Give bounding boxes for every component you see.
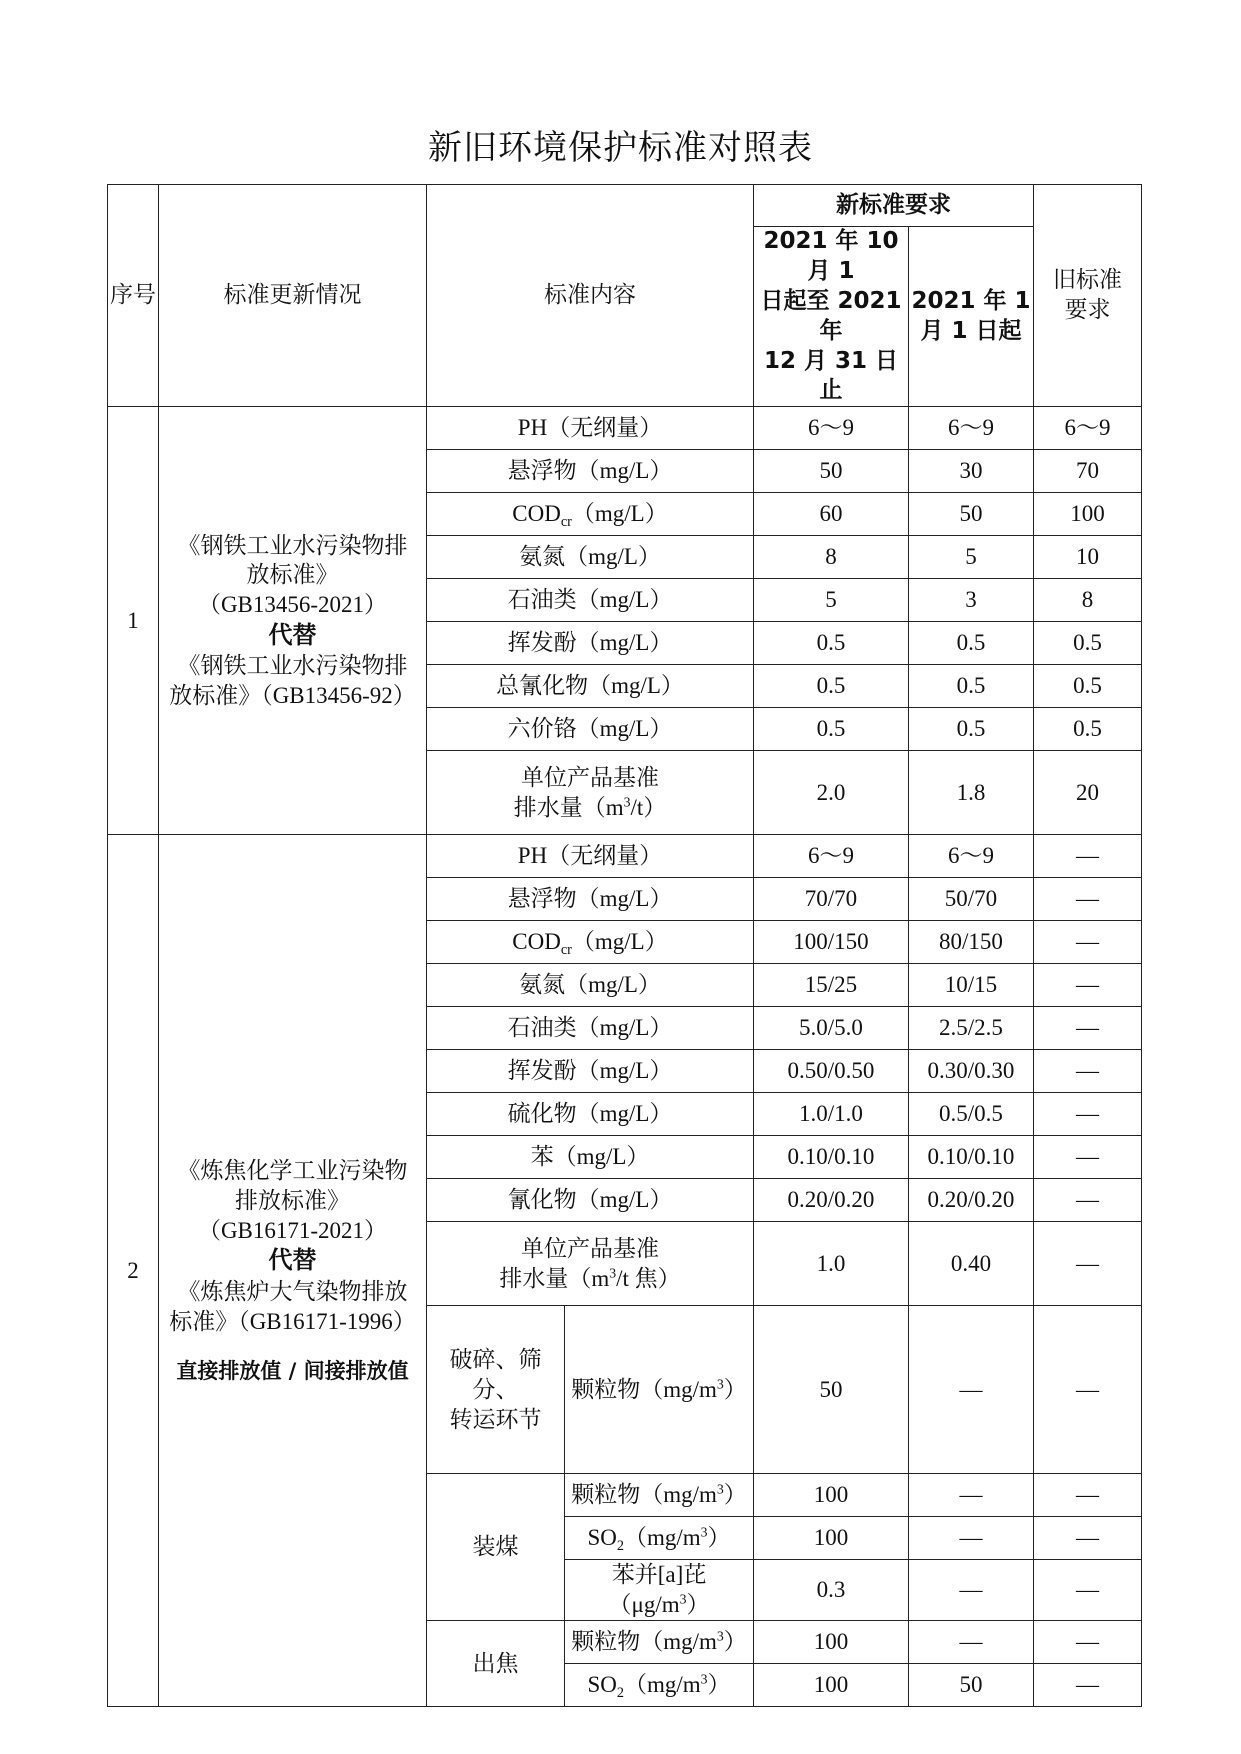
value-period-1: 5	[754, 579, 909, 622]
table-row	[108, 407, 1142, 450]
table-row	[108, 835, 1142, 878]
value-period-2: 0.5/0.5	[909, 1093, 1034, 1136]
item-name: 悬浮物（mg/L）	[427, 878, 754, 921]
value-period-2: 80/150	[909, 921, 1034, 964]
value-period-2: —	[909, 1474, 1034, 1517]
value-period-1: 50	[754, 450, 909, 493]
section-2-standard: 《炼焦化学工业污染物 排放标准》 （GB16171-2021） 代替 《炼焦炉大气染物排放 标准》（GB16171-1996） 直接排放值 / 间接排放值	[159, 835, 427, 1707]
item-name: 硫化物（mg/L）	[427, 1093, 754, 1136]
item-name: 悬浮物（mg/L）	[427, 450, 754, 493]
value-old: —	[1034, 1664, 1142, 1707]
value-period-2: 5	[909, 536, 1034, 579]
header-new-standard: 新标准要求	[754, 185, 1034, 227]
item-name: 石油类（mg/L）	[427, 1007, 754, 1050]
value-period-1: 0.5	[754, 708, 909, 751]
value-period-2: 2.5/2.5	[909, 1007, 1034, 1050]
value-old: 20	[1034, 751, 1142, 835]
value-period-1: 0.50/0.50	[754, 1050, 909, 1093]
item-name: 总氰化物（mg/L）	[427, 665, 754, 708]
value-old: —	[1034, 1560, 1142, 1621]
item-name: 单位产品基准 排水量（$m^3/t$ 焦）	[427, 1222, 754, 1306]
header-old-standard: 旧标准 要求	[1034, 185, 1142, 407]
value-period-2: —	[909, 1621, 1034, 1664]
value-period-2: 6～9	[909, 407, 1034, 450]
value-period-1: 0.5	[754, 665, 909, 708]
value-old: —	[1034, 921, 1142, 964]
value-old: 10	[1034, 536, 1142, 579]
value-old: —	[1034, 1474, 1142, 1517]
item-name: $SO_2(mg/m^3)$	[565, 1664, 754, 1707]
standards-comparison-table	[107, 184, 1142, 1707]
item-name: 氨氮（mg/L）	[427, 536, 754, 579]
value-period-1: 70/70	[754, 878, 909, 921]
value-old: —	[1034, 1517, 1142, 1560]
item-name: PH（无纲量）	[427, 835, 754, 878]
value-period-1: 0.10/0.10	[754, 1136, 909, 1179]
value-old: —	[1034, 1179, 1142, 1222]
value-period-1: 8	[754, 536, 909, 579]
value-period-1: 100	[754, 1474, 909, 1517]
item-name: 六价铬（mg/L）	[427, 708, 754, 751]
value-period-2: —	[909, 1560, 1034, 1621]
value-old: —	[1034, 1093, 1142, 1136]
value-period-2: 0.5	[909, 622, 1034, 665]
value-period-2: 50/70	[909, 878, 1034, 921]
value-period-2: 0.10/0.10	[909, 1136, 1034, 1179]
header-seq: 序号	[108, 185, 159, 407]
item-name: $SO_2(mg/m^3)$	[565, 1517, 754, 1560]
item-name: PH（无纲量）	[427, 407, 754, 450]
value-period-2: 0.5	[909, 708, 1034, 751]
value-old: —	[1034, 964, 1142, 1007]
value-old: —	[1034, 1621, 1142, 1664]
value-period-1: 0.5	[754, 622, 909, 665]
value-period-2: —	[909, 1306, 1034, 1474]
value-period-2: —	[909, 1517, 1034, 1560]
page-title: 新旧环境保护标准对照表	[428, 128, 813, 168]
value-old: 70	[1034, 450, 1142, 493]
value-old: 8	[1034, 579, 1142, 622]
value-period-2: 10/15	[909, 964, 1034, 1007]
value-period-2: 0.40	[909, 1222, 1034, 1306]
value-old: —	[1034, 1050, 1142, 1093]
emission-note: 直接排放值 / 间接排放值	[176, 1359, 409, 1384]
item-name: 苯并[a]芘$(\mu g/m^3)$	[565, 1560, 754, 1621]
value-old: —	[1034, 878, 1142, 921]
item-name: 苯（mg/L）	[427, 1136, 754, 1179]
value-old: —	[1034, 1222, 1142, 1306]
value-period-1: 60	[754, 493, 909, 536]
value-period-1: 100	[754, 1621, 909, 1664]
value-old: —	[1034, 1306, 1142, 1474]
value-period-1: 0.3	[754, 1560, 909, 1621]
value-period-1: 100/150	[754, 921, 909, 964]
item-name: 颗粒物$(mg/m^3)$	[565, 1474, 754, 1517]
value-period-2: 50	[909, 1664, 1034, 1707]
value-period-1: 1.0	[754, 1222, 909, 1306]
value-old: 0.5	[1034, 708, 1142, 751]
value-old: 0.5	[1034, 622, 1142, 665]
value-old: 6～9	[1034, 407, 1142, 450]
value-period-2: 1.8	[909, 751, 1034, 835]
value-period-1: 6～9	[754, 407, 909, 450]
item-name: 氰化物（mg/L）	[427, 1179, 754, 1222]
value-period-2: 0.5	[909, 665, 1034, 708]
value-period-1: 0.20/0.20	[754, 1179, 909, 1222]
item-name: 单位产品基准 排水量$(m^3/t)$	[427, 751, 754, 835]
item-name: 挥发酚（mg/L）	[427, 622, 754, 665]
value-old: 0.5	[1034, 665, 1142, 708]
section-2-seq: 2	[108, 835, 159, 1707]
stage-coal-charging: 装煤	[427, 1474, 565, 1621]
section-1-seq: 1	[108, 407, 159, 835]
value-old: 100	[1034, 493, 1142, 536]
stage-coke-pushing: 出焦	[427, 1621, 565, 1707]
item-name: $COD_{cr}(mg/L)$	[427, 921, 754, 964]
section-1-standard: 《钢铁工业水污染物排 放标准》 （GB13456-2021） 代替 《钢铁工业水污染物排 放标准》（GB13456-92）	[159, 407, 427, 835]
value-period-2: 3	[909, 579, 1034, 622]
value-period-1: 6～9	[754, 835, 909, 878]
header-update: 标准更新情况	[159, 185, 427, 407]
value-period-1: 2.0	[754, 751, 909, 835]
item-name: 挥发酚（mg/L）	[427, 1050, 754, 1093]
item-name: 颗粒物$(mg/m^3)$	[565, 1621, 754, 1664]
header-row	[108, 185, 1142, 227]
value-period-1: 1.0/1.0	[754, 1093, 909, 1136]
value-old: —	[1034, 835, 1142, 878]
item-name: 氨氮（mg/L）	[427, 964, 754, 1007]
item-name: 石油类（mg/L）	[427, 579, 754, 622]
value-period-1: 100	[754, 1664, 909, 1707]
item-name: $COD_{cr}(mg/L)$	[427, 493, 754, 536]
value-period-1: 15/25	[754, 964, 909, 1007]
value-period-2: 6～9	[909, 835, 1034, 878]
value-period-1: 50	[754, 1306, 909, 1474]
value-period-1: 5.0/5.0	[754, 1007, 909, 1050]
value-period-1: 100	[754, 1517, 909, 1560]
stage-crushing: 破碎、筛分、 转运环节	[427, 1306, 565, 1474]
header-period-1: 2021 年 10 月 1 日起至 2021 年 12 月 31 日止	[754, 227, 909, 407]
value-period-2: 50	[909, 493, 1034, 536]
value-period-2: 30	[909, 450, 1034, 493]
header-period-2: 2021 年 1 月 1 日起	[909, 227, 1034, 407]
value-period-2: 0.30/0.30	[909, 1050, 1034, 1093]
value-old: —	[1034, 1136, 1142, 1179]
item-name: 颗粒物$(mg/m^3)$	[565, 1306, 754, 1474]
header-content: 标准内容	[427, 185, 754, 407]
value-period-2: 0.20/0.20	[909, 1179, 1034, 1222]
value-old: —	[1034, 1007, 1142, 1050]
